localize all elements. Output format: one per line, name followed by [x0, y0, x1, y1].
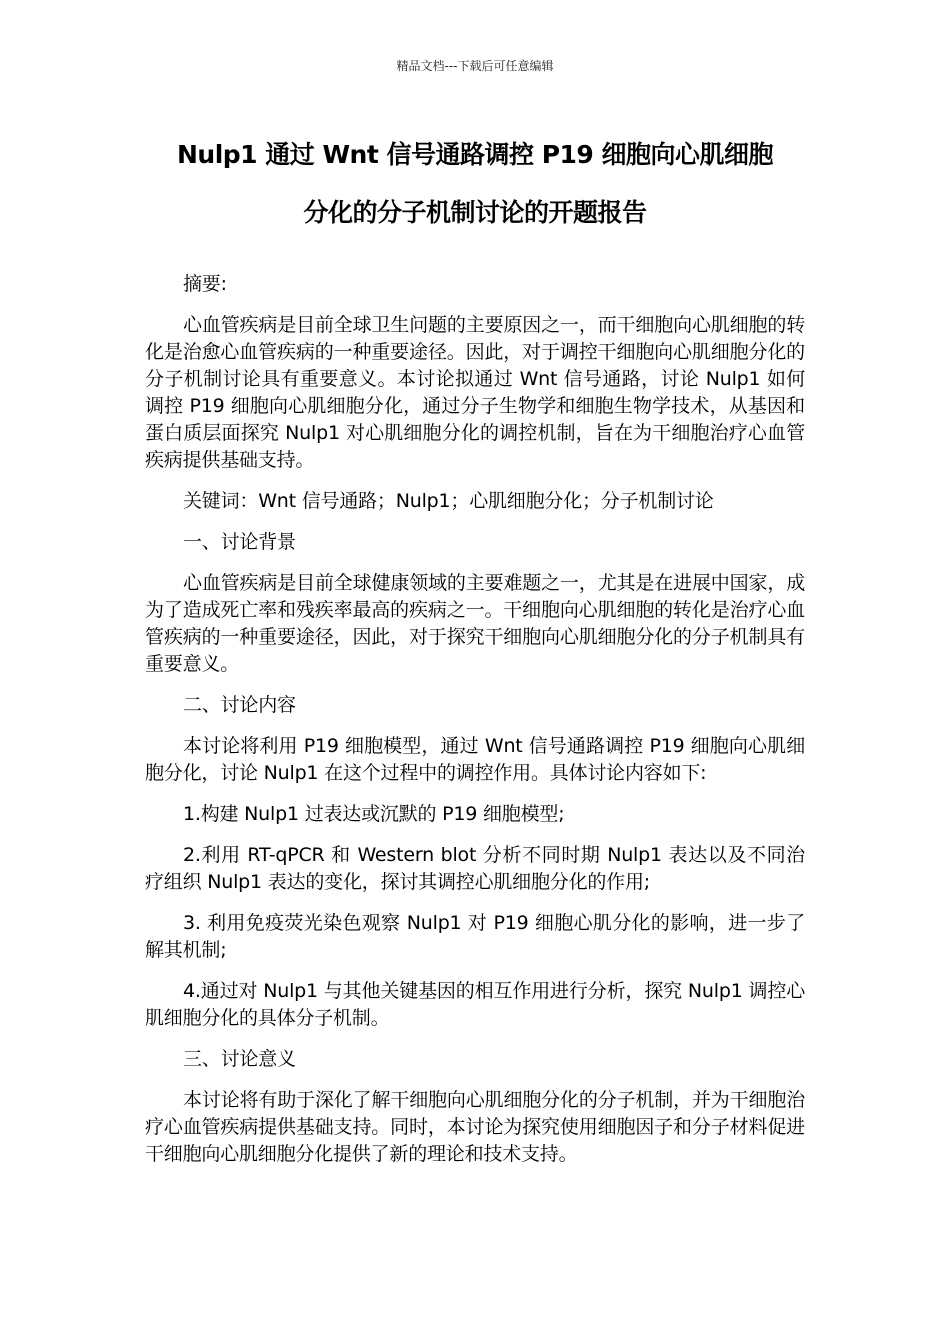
section-2-paragraph: 本讨论将利用 P19 细胞模型，通过 Wnt 信号通路调控 P19 细胞向心肌细胞分化，讨论 Nulp1 在这个过程中的调控作用。具体讨论内容如下: — [145, 735, 805, 784]
section-1-paragraph: 心血管疾病是目前全球健康领域的主要难题之一，尤其是在进展中国家，成为了造成死亡率和残疾率最高的疾病之一。干细胞向心肌细胞的转化是治疗心血管疾病的一种重要途径，因此，对于探究干细胞向心肌细胞分化的分子机制具有重要意义。 — [145, 572, 805, 675]
section-3-paragraph: 本讨论将有助于深化了解干细胞向心肌细胞分化的分子机制，并为干细胞治疗心血管疾病提供基础支持。同时，本讨论为探究使用细胞因子和分子材料促进干细胞向心肌细胞分化提供了新的理论和技术支持。 — [145, 1089, 805, 1165]
document-title-line-1: Nulp1 通过 Wnt 信号通路调控 P19 细胞向心肌细胞 — [176, 140, 774, 169]
abstract-label: 摘要: — [183, 273, 227, 295]
section-3-heading: 三、讨论意义 — [183, 1048, 296, 1070]
list-item: 4.通过对 Nulp1 与其他关键基因的相互作用进行分析，探究 Nulp1 调控心肌细胞分化的具体分子机制。 — [145, 980, 805, 1029]
document-body — [145, 271, 805, 1182]
section-1-heading: 一、讨论背景 — [183, 531, 296, 553]
document-title-line-2: 分化的分子机制讨论的开题报告 — [303, 198, 647, 227]
section-2-heading: 二、讨论内容 — [183, 694, 296, 716]
keywords: 关键词：Wnt 信号通路；Nulp1；心肌细胞分化；分子机制讨论 — [183, 490, 714, 512]
list-item: 1.构建 Nulp1 过表达或沉默的 P19 细胞模型; — [183, 803, 565, 825]
list-item: 3. 利用免疫荧光染色观察 Nulp1 对 P19 细胞心肌分化的影响，进一步了解其机制; — [145, 912, 805, 961]
list-item: 2.利用 RT-qPCR 和 Western blot 分析不同时期 Nulp1 表达以及不同治疗组织 Nulp1 表达的变化，探讨其调控心肌细胞分化的作用; — [145, 844, 805, 893]
page-header: 精品文档---下载后可任意编辑 — [396, 59, 554, 73]
abstract-paragraph: 心血管疾病是目前全球卫生问题的主要原因之一，而干细胞向心肌细胞的转化是治愈心血管疾病的一种重要途径。因此，对于调控干细胞向心肌细胞分化的分子机制讨论具有重要意义。本讨论拟通过 Wnt 信号通路，讨论 Nulp1 如何调控 P19 细胞向心肌细胞分化，通过分子生物学和细胞生物学技术，从基因和蛋白质层面探究 Nulp1 对心肌细胞分化的调控机制，旨在为干细胞治疗心血管疾病提供基础支持。 — [145, 314, 805, 471]
